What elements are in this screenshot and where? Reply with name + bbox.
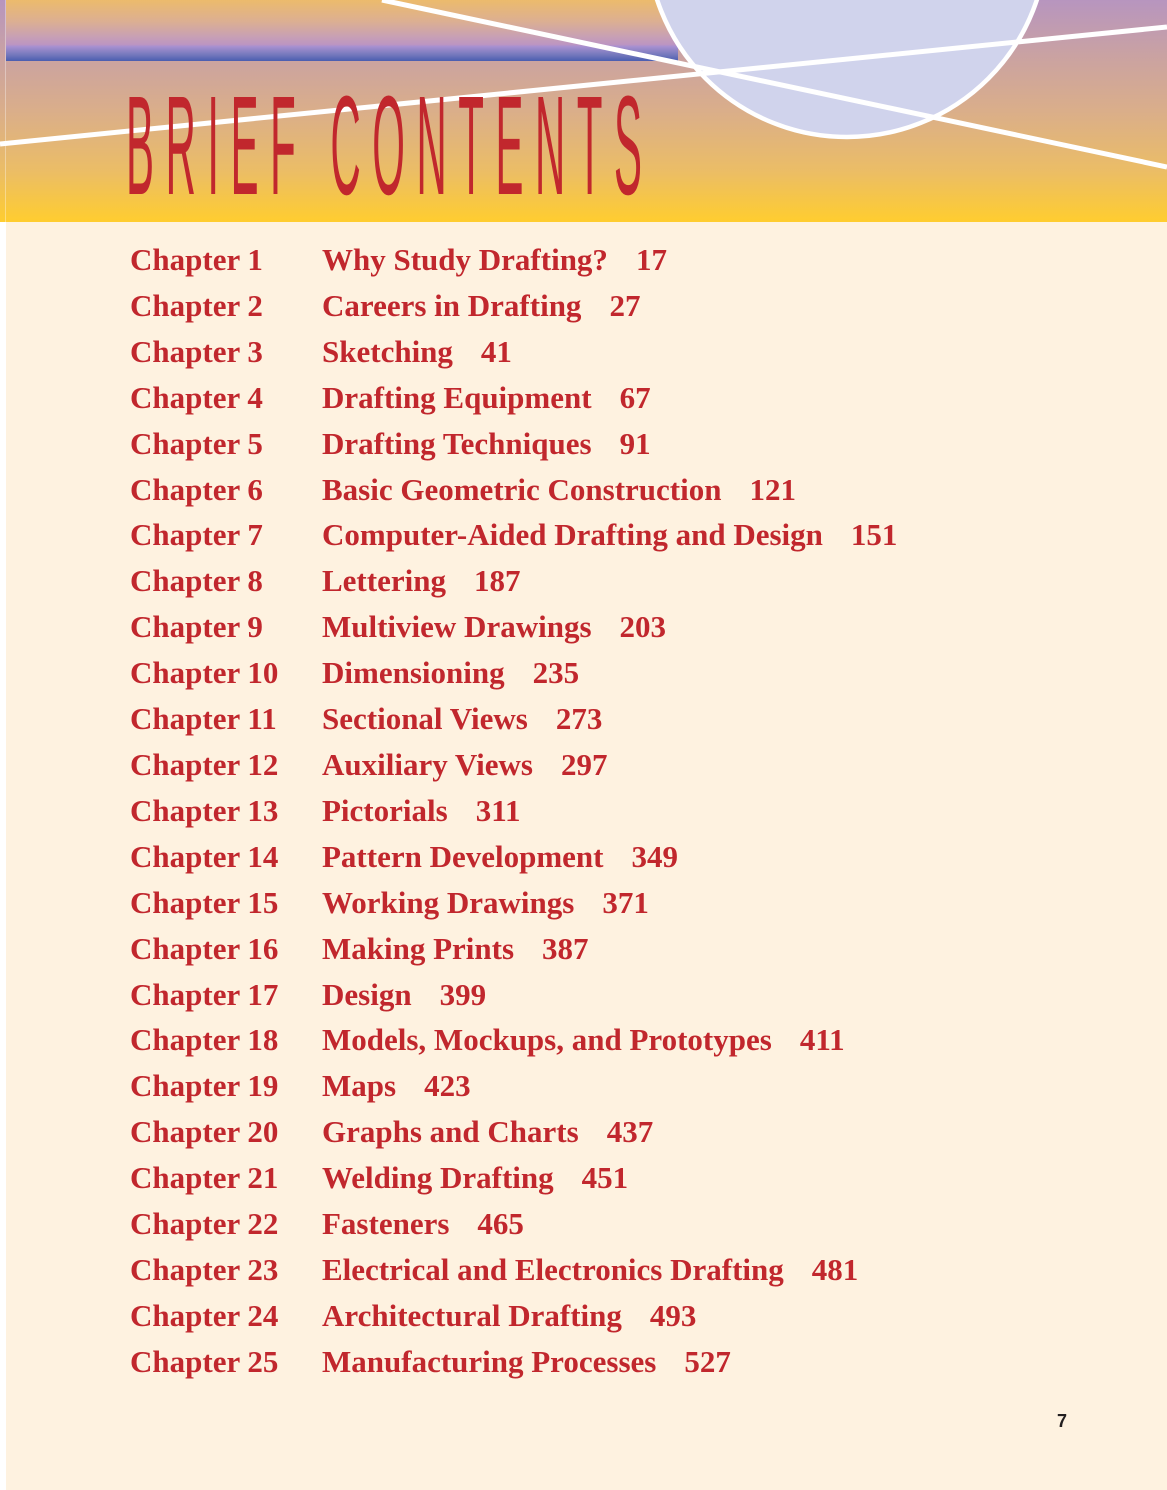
chapter-label: Chapter 8 xyxy=(130,563,263,599)
toc-entry[interactable] xyxy=(130,512,1130,558)
chapter-title: Electrical and Electronics Drafting xyxy=(322,1251,784,1287)
chapter-page-number: 27 xyxy=(609,287,641,323)
toc-entry[interactable] xyxy=(130,467,1130,513)
chapter-page-number: 273 xyxy=(555,701,603,737)
toc-entry[interactable] xyxy=(130,834,1130,880)
chapter-page-number: 493 xyxy=(649,1297,697,1333)
chapter-label: Chapter 11 xyxy=(130,701,277,737)
chapter-label: Chapter 22 xyxy=(130,1206,279,1242)
chapter-page-number: 371 xyxy=(602,884,649,920)
chapter-label: Chapter 21 xyxy=(130,1160,279,1196)
chapter-title: Careers in Drafting xyxy=(322,287,582,323)
chapter-label: Chapter 24 xyxy=(130,1297,279,1333)
chapter-label: Chapter 4 xyxy=(130,379,263,415)
chapter-label: Chapter 5 xyxy=(130,425,263,461)
chapter-label: Chapter 17 xyxy=(130,976,279,1012)
chapter-title: Drafting Equipment xyxy=(322,379,592,415)
chapter-page-number: 297 xyxy=(560,746,608,782)
toc-entry[interactable] xyxy=(130,1109,1130,1155)
header-band xyxy=(6,0,678,61)
chapter-page-number: 437 xyxy=(606,1114,654,1150)
chapter-title: Sectional Views xyxy=(322,701,528,737)
chapter-page-number: 235 xyxy=(532,655,580,691)
chapter-page-number: 349 xyxy=(631,838,678,874)
chapter-page-number: 481 xyxy=(811,1251,859,1287)
chapter-title: Basic Geometric Construction xyxy=(322,471,722,507)
toc-entry[interactable] xyxy=(130,1247,1130,1293)
chapter-title: Making Prints xyxy=(322,930,515,966)
toc-entry[interactable] xyxy=(130,742,1130,788)
chapter-label: Chapter 12 xyxy=(130,746,279,782)
chapter-label: Chapter 23 xyxy=(130,1251,279,1287)
toc-entry[interactable] xyxy=(130,329,1130,375)
chapter-title: Pictorials xyxy=(322,792,448,828)
chapter-page-number: 187 xyxy=(473,563,521,599)
chapter-page-number: 41 xyxy=(480,333,512,369)
toc-entry[interactable] xyxy=(130,1155,1130,1201)
toc-entry[interactable] xyxy=(130,788,1130,834)
chapter-page-number: 311 xyxy=(475,792,521,828)
header-artwork xyxy=(0,0,1167,222)
chapter-label: Chapter 2 xyxy=(130,287,263,323)
chapter-title: Working Drawings xyxy=(322,884,575,920)
chapter-page-number: 91 xyxy=(619,425,651,461)
chapter-title: Design xyxy=(322,976,412,1012)
chapter-title: Manufacturing Processes xyxy=(322,1343,657,1379)
chapter-page-number: 399 xyxy=(439,976,487,1012)
chapter-title: Computer-Aided Drafting and Design xyxy=(322,517,823,553)
chapter-title: Maps xyxy=(322,1068,397,1104)
toc-entry[interactable] xyxy=(130,283,1130,329)
chapter-label: Chapter 7 xyxy=(130,517,263,553)
chapter-label: Chapter 18 xyxy=(130,1022,279,1058)
chapter-title: Sketching xyxy=(322,333,453,369)
chapter-label: Chapter 19 xyxy=(130,1068,279,1104)
toc-entry[interactable] xyxy=(130,1017,1130,1063)
chapter-page-number: 121 xyxy=(749,471,796,507)
chapter-page-number: 203 xyxy=(619,609,667,645)
toc-entry[interactable] xyxy=(130,696,1130,742)
chapter-label: Chapter 9 xyxy=(130,609,263,645)
toc-entry[interactable] xyxy=(130,1339,1130,1385)
chapter-title: Welding Drafting xyxy=(322,1160,554,1196)
toc-entry[interactable] xyxy=(130,972,1130,1018)
toc-entry[interactable] xyxy=(130,375,1130,421)
chapter-label: Chapter 1 xyxy=(130,242,263,277)
toc-entry[interactable] xyxy=(130,421,1130,467)
toc-entry[interactable] xyxy=(130,1063,1130,1109)
chapter-page-number: 387 xyxy=(542,930,589,966)
chapter-label: Chapter 25 xyxy=(130,1343,279,1379)
chapter-page-number: 451 xyxy=(581,1160,629,1196)
chapter-label: Chapter 13 xyxy=(130,792,279,828)
chapter-title: Fasteners xyxy=(322,1206,450,1242)
chapter-label: Chapter 3 xyxy=(130,333,263,369)
chapter-title: Pattern Development xyxy=(322,838,604,874)
chapter-label: Chapter 6 xyxy=(130,471,263,507)
toc-entry[interactable] xyxy=(130,604,1130,650)
chapter-label: Chapter 20 xyxy=(130,1114,279,1150)
folio-page-number: 7 xyxy=(1057,1411,1068,1431)
toc-entry[interactable] xyxy=(130,1293,1130,1339)
chapter-label: Chapter 15 xyxy=(130,884,279,920)
chapter-page-number: 17 xyxy=(635,242,667,277)
chapter-page-number: 411 xyxy=(799,1022,845,1058)
chapter-title: Drafting Techniques xyxy=(322,425,592,461)
chapter-title: Dimensioning xyxy=(322,655,505,691)
toc-entry[interactable] xyxy=(130,880,1130,926)
toc-entry[interactable] xyxy=(130,1201,1130,1247)
chapter-page-number: 465 xyxy=(477,1206,524,1242)
chapter-page-number: 423 xyxy=(424,1068,471,1104)
toc-entry[interactable] xyxy=(130,650,1130,696)
chapter-page-number: 151 xyxy=(850,517,898,553)
toc-entry[interactable] xyxy=(130,237,1130,283)
chapter-title: Graphs and Charts xyxy=(322,1114,579,1150)
chapter-title: Models, Mockups, and Prototypes xyxy=(322,1022,772,1058)
toc-entry[interactable] xyxy=(130,558,1130,604)
chapter-label: Chapter 14 xyxy=(130,838,279,874)
chapter-title: Multiview Drawings xyxy=(322,609,592,645)
header-banner xyxy=(0,0,1167,222)
table-of-contents xyxy=(130,237,1130,1385)
chapter-title: Auxiliary Views xyxy=(322,746,533,782)
chapter-label: Chapter 10 xyxy=(130,655,279,691)
chapter-page-number: 67 xyxy=(619,379,651,415)
chapter-label: Chapter 16 xyxy=(130,930,279,966)
chapter-title: Lettering xyxy=(322,563,446,599)
chapter-page-number: 527 xyxy=(684,1343,731,1379)
chapter-title: Why Study Drafting? xyxy=(322,242,608,277)
page-title: BRIEF CONTENTS xyxy=(126,67,654,222)
toc-entry[interactable] xyxy=(130,926,1130,972)
chapter-title: Architectural Drafting xyxy=(322,1297,622,1333)
